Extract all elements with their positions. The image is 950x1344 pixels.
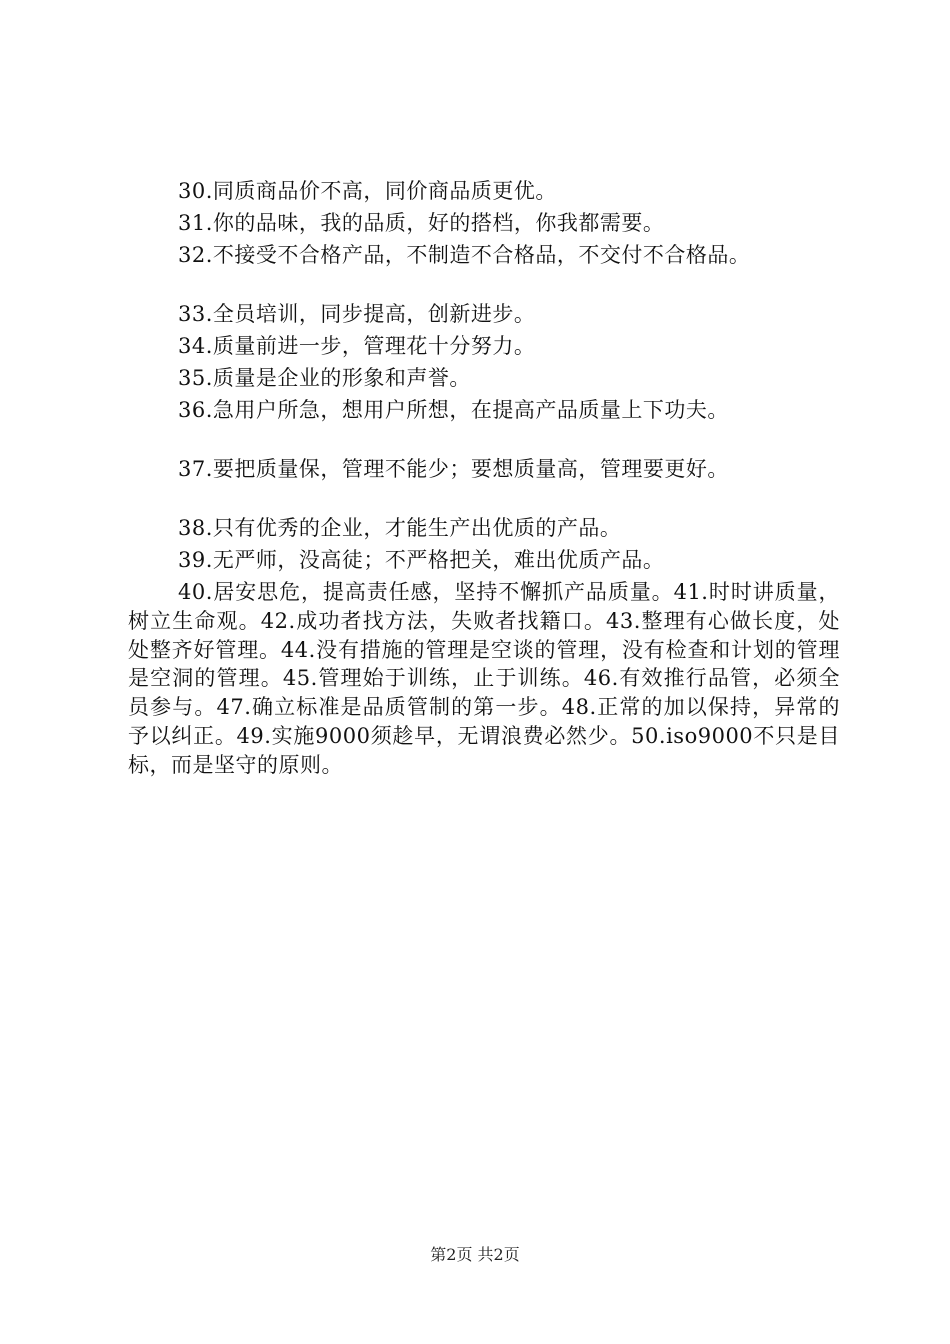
slogan-line-30: 30.同质商品价不高，同价商品质更优。 [178,179,557,203]
slogan-line-38: 38.只有优秀的企业，才能生产出优质的产品。 [178,516,622,540]
slogan-line-31: 31.你的品味，我的品质，好的搭档，你我都需要。 [178,211,665,235]
slogan-line-37: 37.要把质量保，管理不能少；要想质量高，管理要更好。 [178,457,729,481]
slogan-line-32: 32.不接受不合格产品，不制造不合格品，不交付不合格品。 [178,243,751,267]
page-footer: 第2页 共2页 [430,1245,520,1264]
slogan-line-35: 35.质量是企业的形象和声誉。 [178,366,471,390]
slogan-line-33: 33.全员培训，同步提高，创新进步。 [178,302,536,326]
slogan-line-34: 34.质量前进一步，管理花十分努力。 [178,334,536,358]
slogan-line-36: 36.急用户所急，想用户所想，在提高产品质量上下功夫。 [178,398,729,422]
slogan-paragraph-40-50: 40.居安思危，提高责任感，坚持不懈抓产品质量。41.时时讲质量，树立生命观。42.成功者找方法，失败者找籍口。43.整理有心做长度，处处整齐好管理。44.没有措施的管理是空谈的管理，没有检查和计划的管理是空洞的管理。45.管理始于训练，止于训练。46.有效推行品管，必须全员参与。47.确立标准是品质管制的第一步。48.正常的加以保持，异常的予以纠正。49.实施9000须趁早，无谓浪费必然少。50.iso9000不只是目标，而是坚守的原则。 [128,580,840,777]
slogan-line-39: 39.无严师，没高徒；不严格把关，难出优质产品。 [178,548,665,572]
